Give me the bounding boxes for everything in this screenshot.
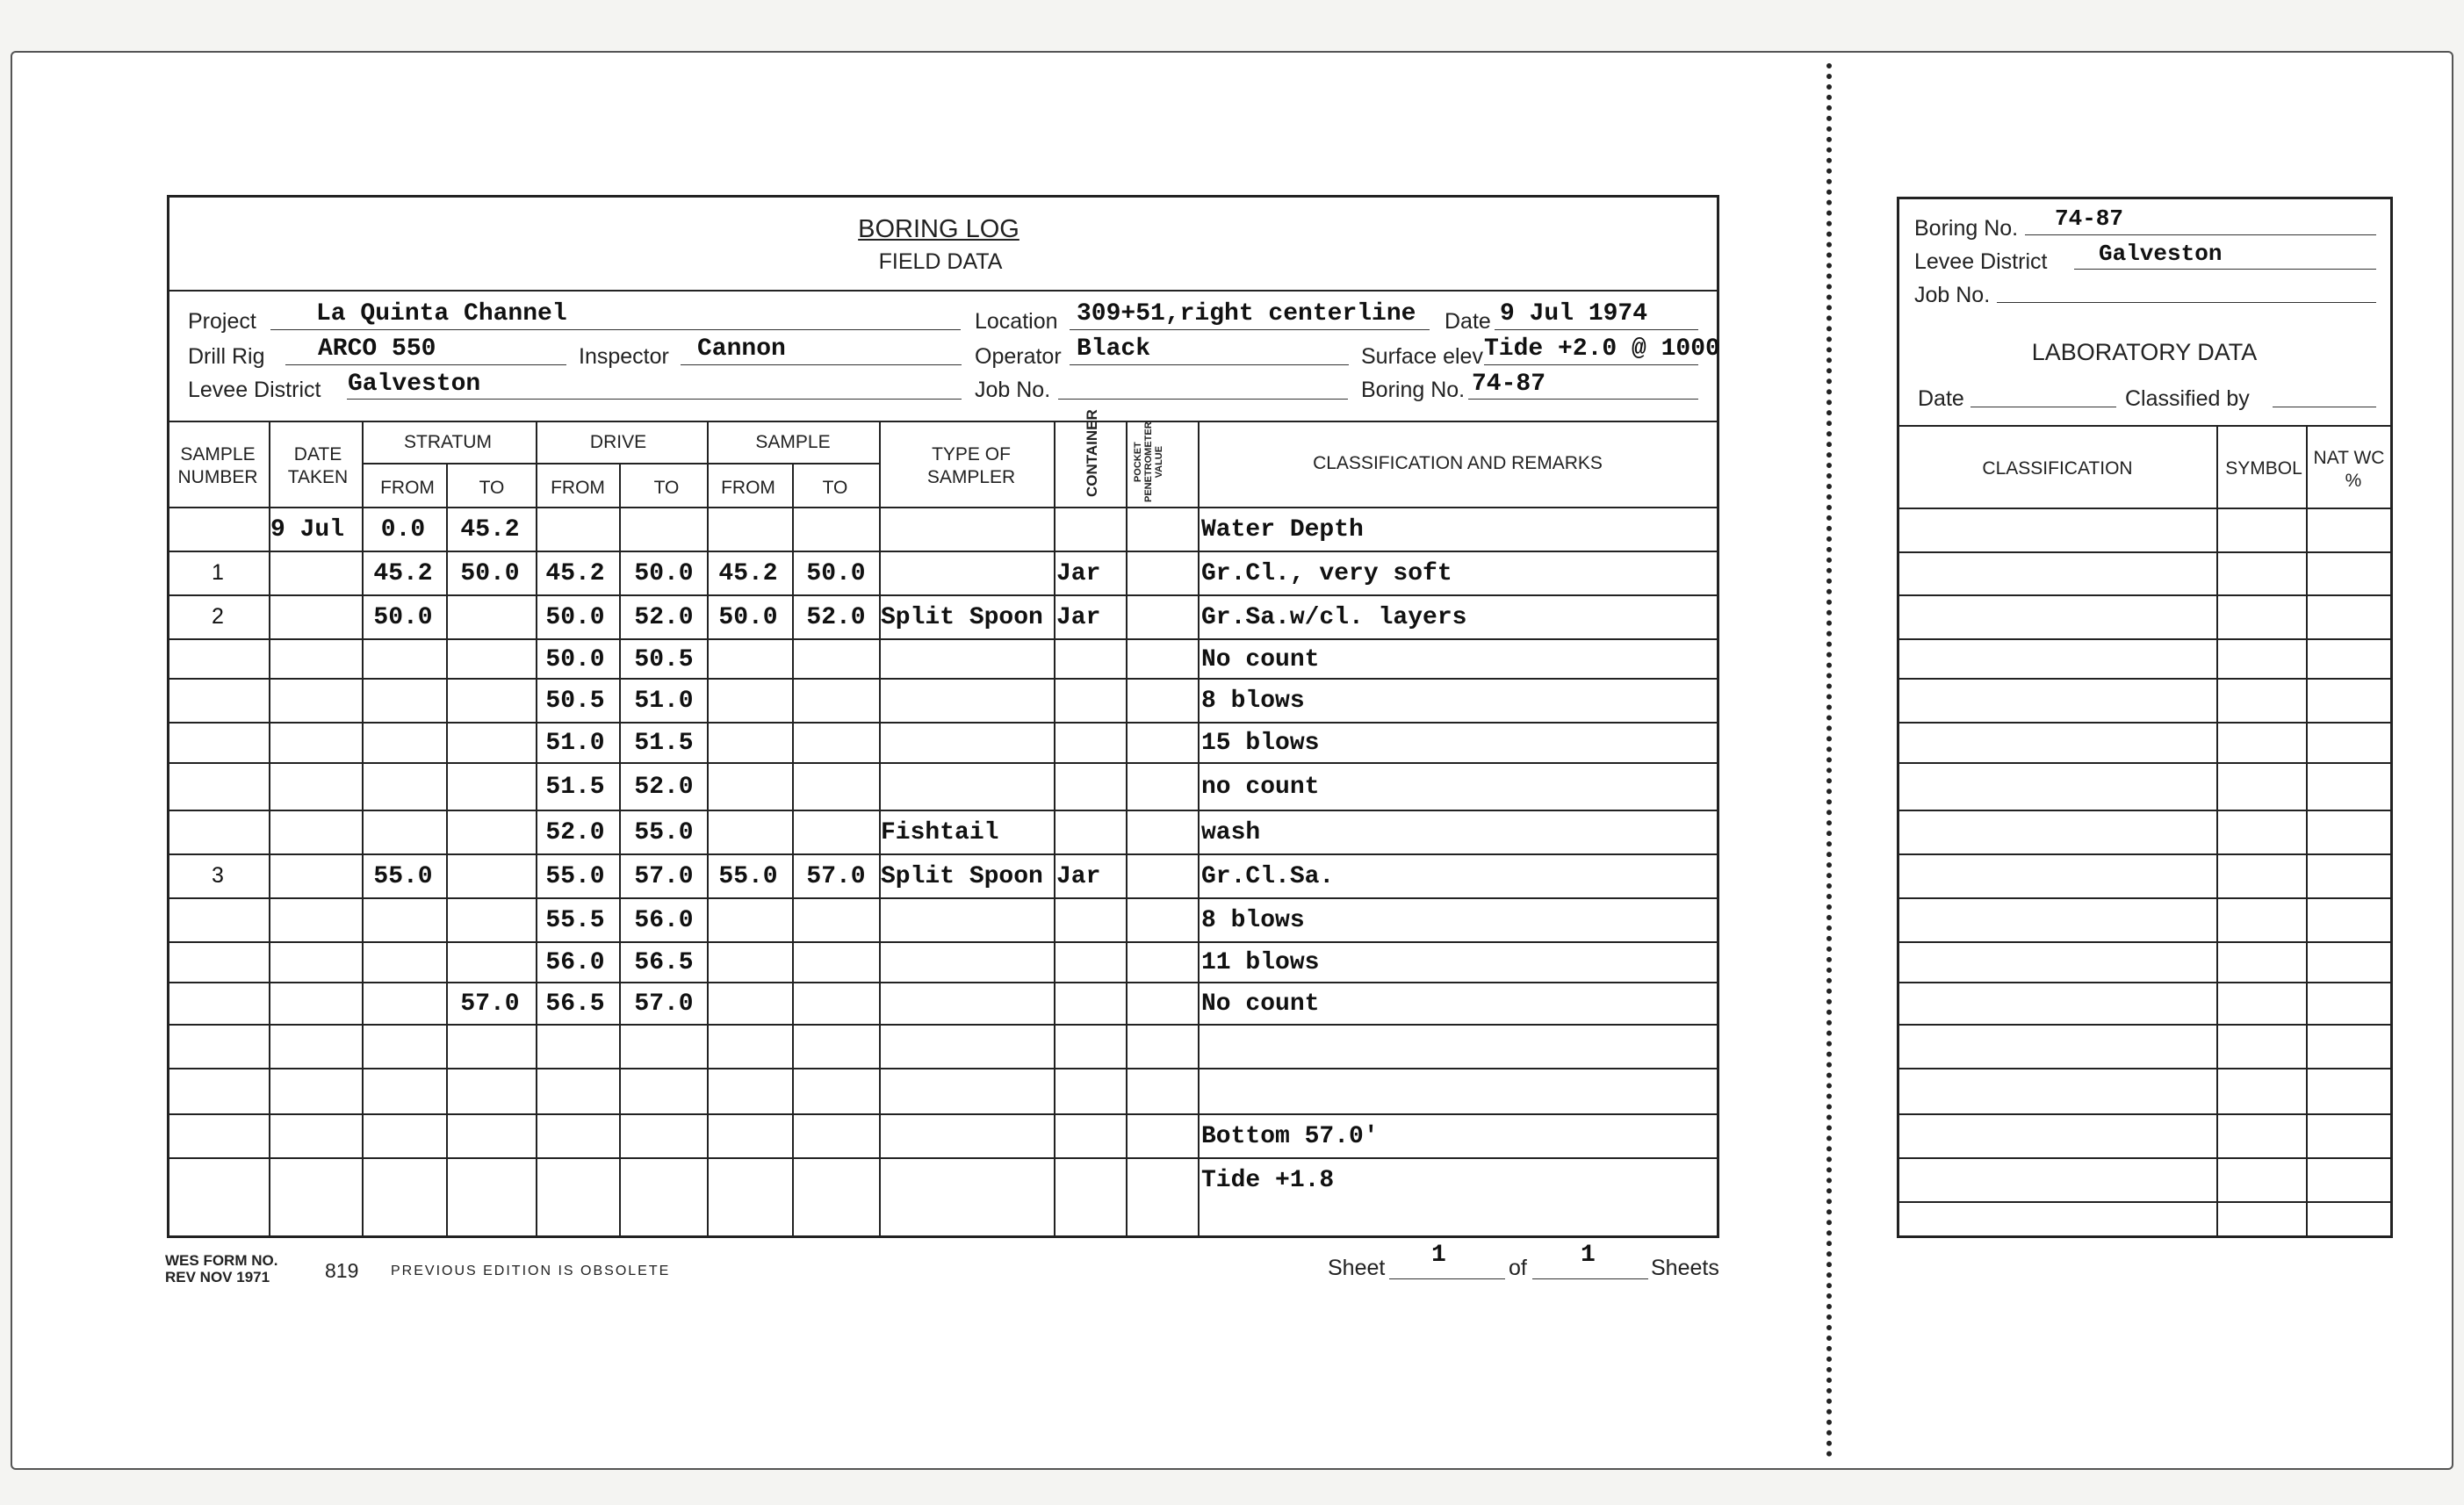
sheet-label: Sheet bbox=[1328, 1256, 1386, 1280]
title-divider bbox=[167, 290, 1719, 292]
cell-drive-from: 56.5 bbox=[545, 990, 605, 1018]
lab-boring-no-line bbox=[2025, 234, 2376, 235]
lab-row-divider bbox=[1897, 1113, 2393, 1115]
row-divider bbox=[167, 941, 1719, 943]
cell-drive-to: 56.0 bbox=[634, 907, 694, 934]
cell-sample-from: 50.0 bbox=[718, 604, 778, 631]
cell-drive-to: 52.0 bbox=[634, 774, 694, 801]
lab-row-divider bbox=[1897, 810, 2393, 811]
col-pocket-penetrometer-line1: POCKET bbox=[1133, 442, 1143, 483]
col-type-of-sampler-2: SAMPLER bbox=[926, 467, 1016, 487]
cell-stratum-to: 45.2 bbox=[460, 516, 520, 544]
surface-elev-value: Tide +2.0 @ 1000 bbox=[1484, 335, 1720, 363]
cell-drive-to: 50.5 bbox=[634, 646, 694, 673]
cell-remarks: Gr.Cl., very soft bbox=[1201, 560, 1452, 587]
lab-col-nat-wc: NAT WC bbox=[2313, 448, 2385, 468]
lab-col-classification: CLASSIFICATION bbox=[1982, 458, 2133, 479]
sheet-total: 1 bbox=[1581, 1242, 1596, 1269]
grid-v5 bbox=[619, 463, 621, 1238]
cell-sampler: Split Spoon bbox=[881, 604, 1043, 631]
boring-no-label: Boring No. bbox=[1361, 378, 1466, 402]
cell-stratum-from: 45.2 bbox=[373, 560, 433, 587]
operator-label: Operator bbox=[975, 344, 1062, 369]
col-stratum-from: FROM bbox=[380, 478, 435, 498]
column-header-divider bbox=[167, 507, 1719, 508]
lab-grid-v1 bbox=[2216, 425, 2218, 1238]
col-sample-from: FROM bbox=[721, 478, 775, 498]
cell-drive-from: 55.0 bbox=[545, 863, 605, 890]
lab-job-no-line bbox=[1997, 302, 2376, 303]
cell-remarks: 8 blows bbox=[1201, 907, 1305, 934]
row-divider bbox=[167, 810, 1719, 811]
surface-elev-line bbox=[1484, 364, 1698, 365]
date-label: Date bbox=[1445, 309, 1491, 334]
lab-levee-district-value: Galveston bbox=[2099, 241, 2223, 267]
col-type-of-sampler: TYPE OF bbox=[932, 444, 1011, 464]
col-date-taken: DATE bbox=[293, 444, 342, 464]
lab-grid-v2 bbox=[2306, 425, 2308, 1238]
cell-stratum-from: 0.0 bbox=[380, 516, 426, 544]
boring-no-line bbox=[1468, 399, 1698, 400]
cell-drive-to: 51.0 bbox=[634, 688, 694, 715]
lab-row-divider bbox=[1897, 1157, 2393, 1159]
lab-header-divider bbox=[1897, 425, 2393, 427]
boring-no-value: 74-87 bbox=[1472, 371, 1546, 398]
lab-row-divider bbox=[1897, 762, 2393, 764]
subheader-divider bbox=[362, 463, 881, 464]
cell-drive-from: 50.5 bbox=[545, 688, 605, 715]
cell-drive-from: 55.5 bbox=[545, 907, 605, 934]
row-divider bbox=[167, 678, 1719, 680]
lab-column-divider bbox=[1897, 508, 2393, 509]
cell-drive-to: 50.0 bbox=[634, 560, 694, 587]
location-line bbox=[1070, 329, 1430, 330]
lab-row-divider bbox=[1897, 897, 2393, 899]
cell-sample-from: 55.0 bbox=[718, 863, 778, 890]
grid-v4 bbox=[536, 421, 537, 1238]
cell-remarks: No count bbox=[1201, 646, 1320, 673]
cell-remarks: Gr.Sa.w/cl. layers bbox=[1201, 604, 1467, 631]
col-container: CONTAINER bbox=[1084, 409, 1100, 497]
lab-row-divider bbox=[1897, 551, 2393, 553]
form-number-block bbox=[165, 1252, 277, 1285]
cell-stratum-from: 50.0 bbox=[373, 604, 433, 631]
grid-v10 bbox=[1126, 421, 1128, 1238]
date-value: 9 Jul 1974 bbox=[1500, 300, 1648, 328]
cell-container: Jar bbox=[1056, 863, 1101, 890]
row-divider bbox=[167, 1024, 1719, 1026]
project-line bbox=[270, 329, 961, 330]
sheet-of-label: of bbox=[1509, 1256, 1527, 1280]
cell-sample-no: 3 bbox=[212, 863, 224, 888]
col-date-taken-2: TAKEN bbox=[287, 467, 349, 487]
cell-drive-from: 52.0 bbox=[545, 819, 605, 846]
grid-v7 bbox=[792, 463, 794, 1238]
lab-row-divider bbox=[1897, 1024, 2393, 1026]
grid-v3 bbox=[446, 463, 448, 1238]
form-rev-label: REV NOV 1971 bbox=[165, 1269, 270, 1285]
col-sample-number-2: NUMBER bbox=[177, 467, 258, 487]
col-drive: DRIVE bbox=[589, 432, 647, 452]
row-divider bbox=[167, 1157, 1719, 1159]
cell-drive-to: 57.0 bbox=[634, 863, 694, 890]
lab-row-divider bbox=[1897, 638, 2393, 640]
grid-v9 bbox=[1054, 421, 1055, 1238]
cell-drive-from: 51.5 bbox=[545, 774, 605, 801]
operator-line bbox=[1070, 364, 1349, 365]
grid-v11 bbox=[1198, 421, 1200, 1238]
row-divider bbox=[167, 594, 1719, 596]
cell-remarks: 15 blows bbox=[1201, 730, 1320, 757]
cell-drive-from: 45.2 bbox=[545, 560, 605, 587]
row-divider bbox=[167, 722, 1719, 724]
col-sample-to: TO bbox=[822, 478, 848, 498]
lab-row-divider bbox=[1897, 941, 2393, 943]
lab-date-label: Date bbox=[1918, 386, 1964, 411]
cell-remarks: 11 blows bbox=[1201, 949, 1320, 976]
cell-sampler: Fishtail bbox=[881, 819, 999, 846]
cell-drive-to: 55.0 bbox=[634, 819, 694, 846]
row-divider bbox=[167, 1113, 1719, 1115]
row-divider bbox=[167, 551, 1719, 552]
project-value: La Quinta Channel bbox=[316, 300, 567, 328]
cell-stratum-from: 55.0 bbox=[373, 863, 433, 890]
cell-date: 9 Jul bbox=[270, 516, 345, 544]
cell-remarks: Gr.Cl.Sa. bbox=[1201, 863, 1335, 890]
levee-district-line bbox=[347, 399, 962, 400]
location-label: Location bbox=[975, 309, 1058, 334]
row-divider bbox=[167, 638, 1719, 640]
form-no-label: WES FORM NO. bbox=[165, 1252, 278, 1269]
lab-row-divider bbox=[1897, 1068, 2393, 1069]
levee-district-label: Levee District bbox=[188, 378, 321, 402]
col-stratum: STRATUM bbox=[404, 432, 492, 452]
job-no-line bbox=[1058, 399, 1348, 400]
row-divider bbox=[167, 897, 1719, 899]
cell-drive-to: 52.0 bbox=[634, 604, 694, 631]
location-value: 309+51,right centerline bbox=[1077, 300, 1416, 328]
levee-district-value: Galveston bbox=[348, 371, 481, 398]
cell-sample-no: 1 bbox=[212, 560, 224, 585]
col-drive-to: TO bbox=[653, 478, 680, 498]
cell-drive-to: 56.5 bbox=[634, 949, 694, 976]
cell-remarks: No count bbox=[1201, 990, 1320, 1018]
lab-title: LABORATORY DATA bbox=[2031, 339, 2258, 365]
form-title: BORING LOG bbox=[858, 215, 1019, 243]
obsolete-note: PREVIOUS EDITION IS OBSOLETE bbox=[391, 1264, 671, 1278]
sheets-label: Sheets bbox=[1651, 1256, 1719, 1280]
cell-drive-from: 50.0 bbox=[545, 604, 605, 631]
lab-col-symbol: SYMBOL bbox=[2225, 458, 2302, 479]
lab-boring-no-value: 74-87 bbox=[2055, 205, 2124, 232]
sheet-total-line bbox=[1532, 1278, 1648, 1279]
col-pocket-penetrometer bbox=[1133, 421, 1164, 502]
cell-drive-to: 51.5 bbox=[634, 730, 694, 757]
cell-container: Jar bbox=[1056, 604, 1101, 631]
project-label: Project bbox=[188, 309, 256, 334]
lab-job-no-label: Job No. bbox=[1914, 283, 1991, 307]
inspector-label: Inspector bbox=[579, 344, 669, 369]
lab-row-divider bbox=[1897, 853, 2393, 855]
cell-sample-to: 57.0 bbox=[806, 863, 866, 890]
perforation-line bbox=[1826, 63, 1832, 1458]
cell-container: Jar bbox=[1056, 560, 1101, 587]
row-divider bbox=[167, 1068, 1719, 1069]
col-drive-from: FROM bbox=[551, 478, 605, 498]
header-divider bbox=[167, 421, 1719, 422]
col-pocket-penetrometer-line2: PENETROMETER bbox=[1143, 421, 1154, 502]
cell-remarks: Water Depth bbox=[1201, 516, 1364, 544]
lab-boring-no-label: Boring No. bbox=[1914, 216, 2019, 241]
cell-sample-to: 52.0 bbox=[806, 604, 866, 631]
row-divider bbox=[167, 762, 1719, 764]
cell-remarks: wash bbox=[1201, 819, 1261, 846]
lab-col-nat-wc-pct: % bbox=[2345, 471, 2362, 491]
cell-sample-from: 45.2 bbox=[718, 560, 778, 587]
lab-row-divider bbox=[1897, 594, 2393, 596]
form-subtitle: FIELD DATA bbox=[878, 249, 1003, 274]
operator-value: Black bbox=[1077, 335, 1151, 363]
grid-v6 bbox=[707, 421, 709, 1238]
drill-rig-label: Drill Rig bbox=[188, 344, 265, 369]
inspector-line bbox=[681, 364, 962, 365]
lab-row-divider bbox=[1897, 678, 2393, 680]
cell-drive-from: 51.0 bbox=[545, 730, 605, 757]
job-no-label: Job No. bbox=[975, 378, 1051, 402]
drill-rig-line bbox=[285, 364, 566, 365]
drill-rig-value: ARCO 550 bbox=[318, 335, 436, 363]
cell-drive-from: 50.0 bbox=[545, 646, 605, 673]
sheet-current: 1 bbox=[1431, 1242, 1446, 1269]
col-sample-number: SAMPLE bbox=[180, 444, 256, 464]
cell-remarks: no count bbox=[1201, 774, 1320, 801]
col-pocket-penetrometer-line3: VALUE bbox=[1154, 445, 1164, 479]
lab-row-divider bbox=[1897, 722, 2393, 724]
cell-stratum-to: 57.0 bbox=[460, 990, 520, 1018]
cell-remarks: 8 blows bbox=[1201, 688, 1305, 715]
col-stratum-to: TO bbox=[479, 478, 505, 498]
row-divider bbox=[167, 853, 1719, 855]
lab-row-divider bbox=[1897, 1201, 2393, 1203]
form-number: 819 bbox=[325, 1259, 359, 1282]
cell-drive-from: 56.0 bbox=[545, 949, 605, 976]
col-sample: SAMPLE bbox=[755, 432, 831, 452]
surface-elev-label: Surface elev bbox=[1361, 344, 1483, 369]
cell-stratum-to: 50.0 bbox=[460, 560, 520, 587]
date-line bbox=[1495, 329, 1698, 330]
cell-remarks: Tide +1.8 bbox=[1201, 1167, 1335, 1194]
cell-sample-no: 2 bbox=[212, 604, 224, 629]
grid-v2 bbox=[362, 421, 364, 1238]
cell-remarks: Bottom 57.0' bbox=[1201, 1123, 1379, 1150]
lab-row-divider bbox=[1897, 982, 2393, 983]
cell-sampler: Split Spoon bbox=[881, 863, 1043, 890]
cell-drive-to: 57.0 bbox=[634, 990, 694, 1018]
sheet-current-line bbox=[1389, 1278, 1505, 1279]
inspector-value: Cannon bbox=[697, 335, 786, 363]
lab-levee-district-line bbox=[2074, 269, 2376, 270]
lab-classified-by-label: Classified by bbox=[2125, 386, 2250, 411]
col-classification-remarks: CLASSIFICATION AND REMARKS bbox=[1313, 453, 1603, 473]
row-divider bbox=[167, 982, 1719, 983]
cell-sample-to: 50.0 bbox=[806, 560, 866, 587]
lab-levee-district-label: Levee District bbox=[1914, 249, 2048, 274]
